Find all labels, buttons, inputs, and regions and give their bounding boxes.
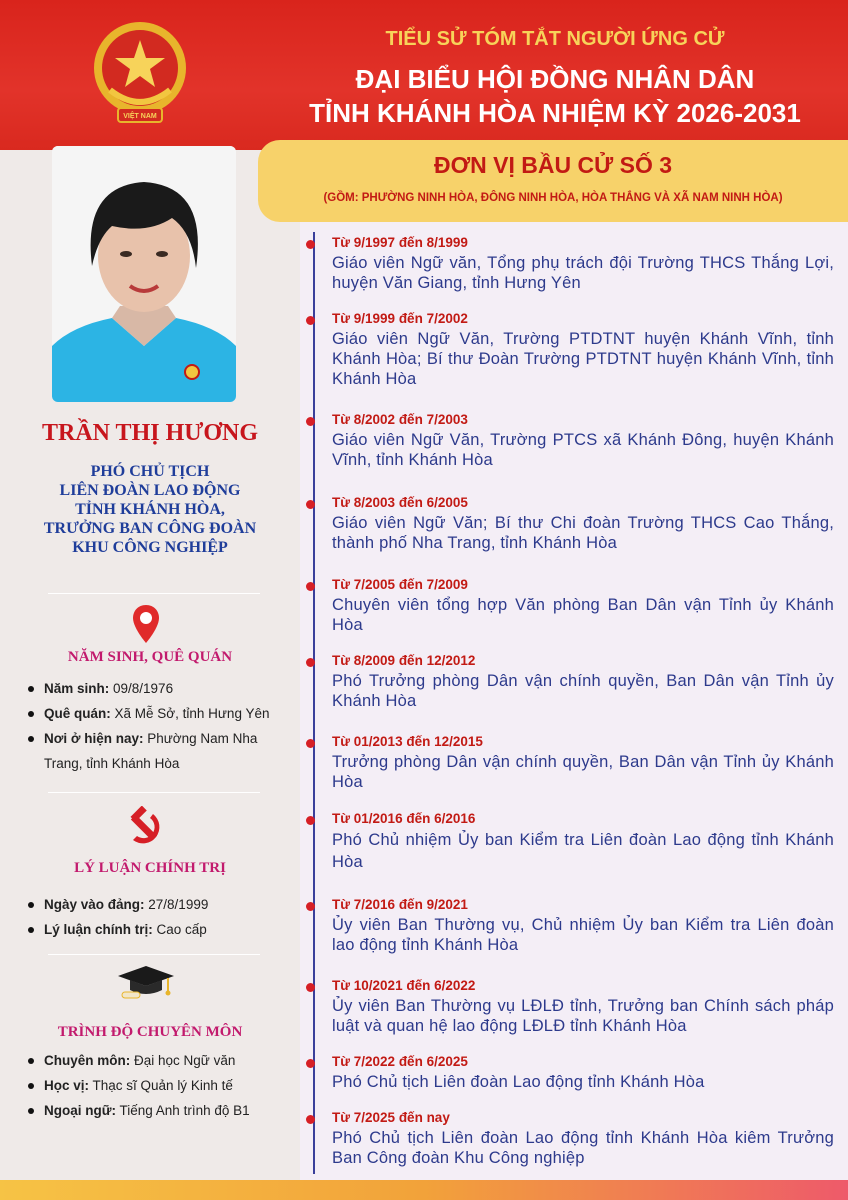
national-emblem [88, 18, 192, 130]
position-line: TRƯỞNG BAN CÔNG ĐOÀN [43, 520, 257, 537]
candidate-name: TRẦN THỊ HƯƠNG [41, 420, 259, 446]
candidate-position [0, 462, 300, 557]
timeline-dot [306, 1059, 315, 1068]
timeline-period: Từ 7/2025 đến nay [332, 1110, 450, 1125]
timeline-dot [306, 1115, 315, 1124]
location-pin-icon [131, 603, 161, 645]
emblem-text: VIỆT NAM [123, 113, 157, 120]
timeline-period: Từ 7/2022 đến 6/2025 [332, 1054, 468, 1069]
list-item: Năm sinh: 09/8/1976 [26, 676, 296, 701]
list-item: Chuyên môn: Đại học Ngữ văn [26, 1048, 296, 1073]
position-line: PHÓ CHỦ TỊCH [90, 463, 210, 480]
timeline-period: Từ 8/2009 đến 12/2012 [332, 653, 476, 668]
divider [48, 954, 260, 955]
timeline-dot [306, 739, 315, 748]
timeline-description: Phó Chủ tịch Liên đoàn Lao động tỉnh Khánh Hòa [332, 1073, 705, 1091]
divider [48, 792, 260, 793]
timeline-description: Giáo viên Ngữ Văn, Trường PTDTNT huyện Khánh Vĩnh, tỉnh Khánh Hòa; Bí thư Đoàn Trường PTDTNT huyện Khánh Vĩnh, tỉnh Khánh Hòa [332, 330, 834, 388]
bottom-stripe [0, 1180, 848, 1200]
electoral-unit-banner [258, 140, 848, 222]
list-item: Ngày vào đảng: 27/8/1999 [26, 892, 296, 917]
graduation-cap-icon [116, 962, 176, 1002]
header-banner [0, 0, 848, 150]
timeline-dot [306, 417, 315, 426]
timeline-period: Từ 7/2016 đến 9/2021 [332, 897, 468, 912]
timeline-description: Ủy viên Ban Thường vụ LĐLĐ tỉnh, Trưởng ban Chính sách pháp luật và quan hệ lao động LĐLĐ tỉnh Khánh Hòa [332, 997, 834, 1035]
list-item: Nơi ở hiện nay: Phường Nam Nha Trang, tỉnh Khánh Hòa [26, 726, 296, 776]
timeline-description: Ủy viên Ban Thường vụ, Chủ nhiệm Ủy ban Kiểm tra Liên đoàn lao động tỉnh Khánh Hòa [332, 916, 834, 954]
header-title-line1: ĐẠI BIỂU HỘI ĐỒNG NHÂN DÂN [355, 64, 755, 94]
timeline-description: Giáo viên Ngữ Văn; Bí thư Chi đoàn Trường THCS Cao Thắng, thành phố Nha Trang, tỉnh Khánh Hòa [332, 514, 834, 552]
timeline-period: Từ 9/1999 đến 7/2002 [332, 311, 468, 326]
timeline-line [313, 232, 315, 1174]
timeline-description: Chuyên viên tổng hợp Văn phòng Ban Dân vận Tỉnh ủy Khánh Hòa [332, 596, 834, 634]
divider [48, 593, 260, 594]
header-title [300, 62, 810, 130]
timeline-description: Phó Chủ tịch Liên đoàn Lao động tỉnh Khánh Hòa kiêm Trưởng Ban Công đoàn Khu Công nghiệp [332, 1129, 834, 1167]
timeline-dot [306, 902, 315, 911]
timeline-dot [306, 658, 315, 667]
unit-title: ĐƠN VỊ BẦU CỬ SỐ 3 [433, 152, 673, 178]
birth-section-title: NĂM SINH, QUÊ QUÁN [67, 649, 233, 665]
position-line: LIÊN ĐOÀN LAO ĐỘNG [59, 482, 241, 499]
timeline-description: Phó Chủ nhiệm Ủy ban Kiểm tra Liên đoàn Lao động tỉnh Khánh Hòa [332, 831, 834, 871]
unit-subtitle: (GỒM: PHƯỜNG NINH HÒA, ĐÔNG NINH HÒA, HÒA THẮNG VÀ XÃ NAM NINH HÒA) [323, 192, 783, 204]
timeline-period: Từ 7/2005 đến 7/2009 [332, 577, 468, 592]
timeline-period: Từ 9/1997 đến 8/1999 [332, 235, 468, 250]
timeline-dot [306, 240, 315, 249]
timeline-dot [306, 816, 315, 825]
candidate-photo [52, 146, 236, 402]
timeline-period: Từ 01/2016 đến 6/2016 [332, 811, 476, 826]
header-title-line2: TỈNH KHÁNH HÒA NHIỆM KỲ 2026-2031 [309, 98, 801, 128]
list-item: Ngoại ngữ: Tiếng Anh trình độ B1 [26, 1098, 296, 1123]
list-item: Quê quán: Xã Mễ Sở, tỉnh Hưng Yên [26, 701, 296, 726]
timeline-period: Từ 01/2013 đến 12/2015 [332, 734, 483, 749]
timeline-dot [306, 500, 315, 509]
timeline-description: Phó Trưởng phòng Dân vận chính quyền, Ban Dân vận Tỉnh ủy Khánh Hòa [332, 672, 834, 710]
timeline-description: Giáo viên Ngữ văn, Tổng phụ trách đội Trường THCS Thắng Lợi, huyện Văn Giang, tỉnh Hưng Yên [332, 254, 834, 292]
timeline-period: Từ 10/2021 đến 6/2022 [332, 978, 476, 993]
timeline-dot [306, 316, 315, 325]
politics-section-title: LÝ LUẬN CHÍNH TRỊ [74, 860, 226, 876]
position-line: TỈNH KHÁNH HÒA, [75, 501, 225, 518]
list-item: Học vị: Thạc sĩ Quản lý Kinh tế [26, 1073, 296, 1098]
hammer-sickle-icon [123, 806, 169, 852]
timeline-dot [306, 582, 315, 591]
education-section-title: TRÌNH ĐỘ CHUYÊN MÔN [57, 1024, 243, 1040]
timeline-period: Từ 8/2003 đến 6/2005 [332, 495, 468, 510]
list-item: Lý luận chính trị: Cao cấp [26, 917, 296, 942]
timeline-period: Từ 8/2002 đến 7/2003 [332, 412, 468, 427]
portrait-image [52, 146, 236, 402]
timeline-description: Trưởng phòng Dân vận chính quyền, Ban Dân vận Tỉnh ủy Khánh Hòa [332, 753, 834, 791]
birth-info-list [26, 676, 296, 776]
education-info-list [26, 1048, 296, 1123]
header-subtitle: TIỂU SỬ TÓM TẮT NGƯỜI ỨNG CỬ [385, 28, 725, 50]
timeline-dot [306, 983, 315, 992]
timeline-description: Giáo viên Ngữ Văn, Trường PTCS xã Khánh Đông, huyện Khánh Vĩnh, tỉnh Khánh Hòa [332, 431, 834, 469]
position-line: KHU CÔNG NGHIỆP [72, 539, 228, 556]
politics-info-list [26, 892, 296, 942]
